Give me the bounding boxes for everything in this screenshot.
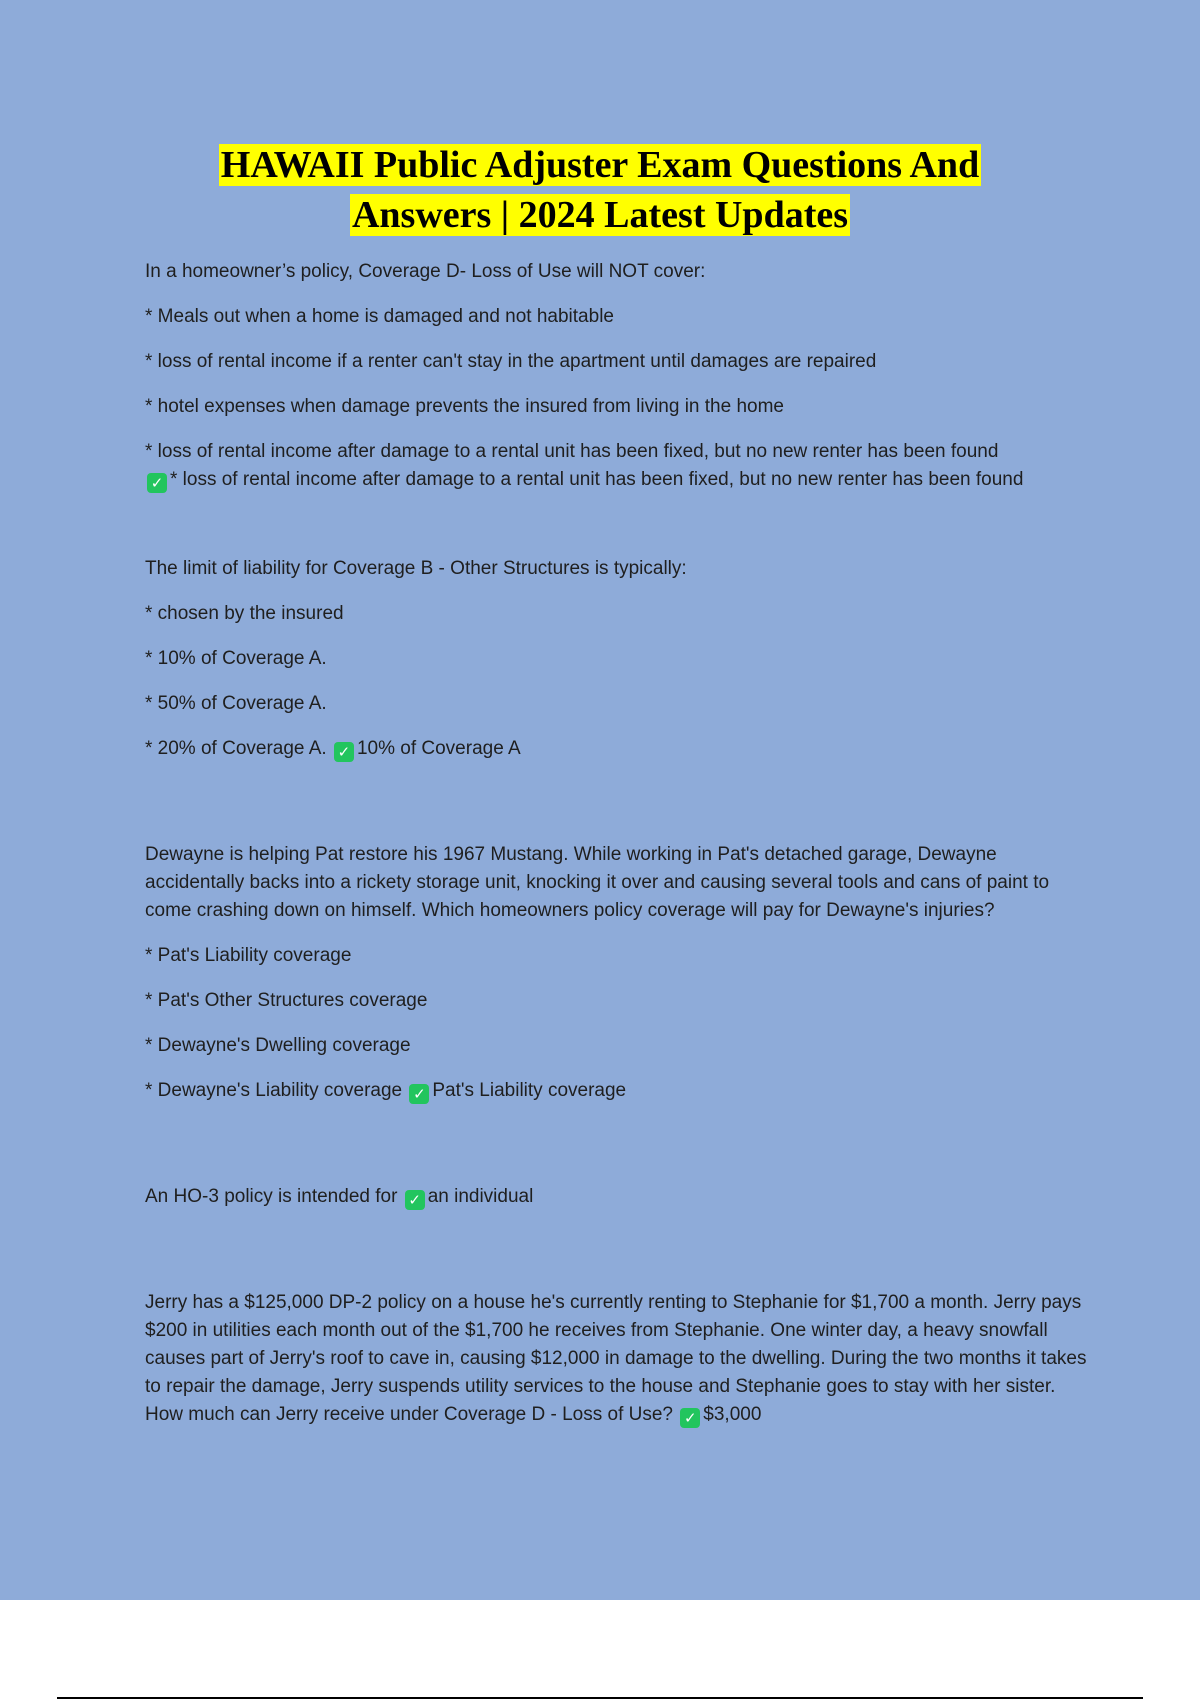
question-block-2 [145,555,1095,763]
check-mark-icon: ✓ [680,1408,700,1428]
option-item: * loss of rental income after damage to a rental unit has been fixed, but no new renter has been found [145,441,999,462]
title-line-1: HAWAII Public Adjuster Exam Questions And [220,144,980,186]
option-item: * Pat's Other Structures coverage [145,990,428,1011]
option-item: * Dewayne's Liability coverage [145,1080,403,1101]
option-item: * Meals out when a home is damaged and not habitable [145,306,614,327]
option-item: * Dewayne's Dwelling coverage [145,1035,411,1056]
spacer [145,494,1095,555]
option-item: * 10% of Coverage A. [145,648,327,669]
answer-text: $3,000 [703,1404,762,1425]
check-mark-icon: ✓ [409,1084,429,1104]
question-block-1 [145,258,1095,494]
option-item: * chosen by the insured [145,603,344,624]
title-line-2: Answers | 2024 Latest Updates [351,194,849,236]
question-block-4 [145,1183,1095,1211]
footer-divider [57,1697,1143,1699]
question-text: An HO-3 policy is intended for [145,1186,398,1207]
question-block-5 [145,1289,1095,1429]
question-block-3 [145,841,1095,1105]
answer-line [145,466,1095,494]
spacer [145,1228,1095,1289]
question-text: In a homeowner’s policy, Coverage D- Loss of Use will NOT cover: [145,261,706,282]
answer-text: * loss of rental income after damage to a rental unit has been fixed, but no new renter has been found [170,469,1024,490]
check-mark-icon: ✓ [147,473,167,493]
question-text: Jerry has a $125,000 DP-2 policy on a house he's currently renting to Stephanie for $1,700 a month. Jerry pays $200 in utilities each month out of the $1,700 he receives from Stephanie. One winter day, a heavy snowfall causes part of Jerry's roof to cave in, causing $12,000 in damage to the dwelling. During the two months it takes to repair the damage, Jerry suspends utility services to the house and Stephanie goes to stay with her sister. How much can Jerry receive under Coverage D - Loss of Use? [145,1292,1087,1425]
document-body [145,258,1095,1446]
page-title [0,140,1200,240]
answer-line [145,735,1095,763]
option-item: * 20% of Coverage A. [145,738,327,759]
answer-line [145,1077,1095,1105]
option-item: * Pat's Liability coverage [145,945,352,966]
question-text: Dewayne is helping Pat restore his 1967 Mustang. While working in Pat's detached garage, Dewayne accidentally backs into a rickety storage unit, knocking it over and causing several tools and cans of paint to come crashing down on himself. Which homeowners policy coverage will pay for Dewayne's injuries? [145,844,1050,921]
option-item: * loss of rental income if a renter can't stay in the apartment until damages are repaired [145,351,877,372]
question-text: The limit of liability for Coverage B - Other Structures is typically: [145,558,687,579]
check-mark-icon: ✓ [334,742,354,762]
answer-line [145,1183,1095,1211]
answer-text: 10% of Coverage A [356,738,521,759]
answer-line [145,1289,1095,1429]
answer-text: Pat's Liability coverage [432,1080,627,1101]
option-item: * hotel expenses when damage prevents the insured from living in the home [145,396,784,417]
spacer [145,780,1095,841]
check-mark-icon: ✓ [405,1190,425,1210]
answer-text: an individual [427,1186,534,1207]
option-item: * 50% of Coverage A. [145,693,327,714]
spacer [145,1122,1095,1183]
